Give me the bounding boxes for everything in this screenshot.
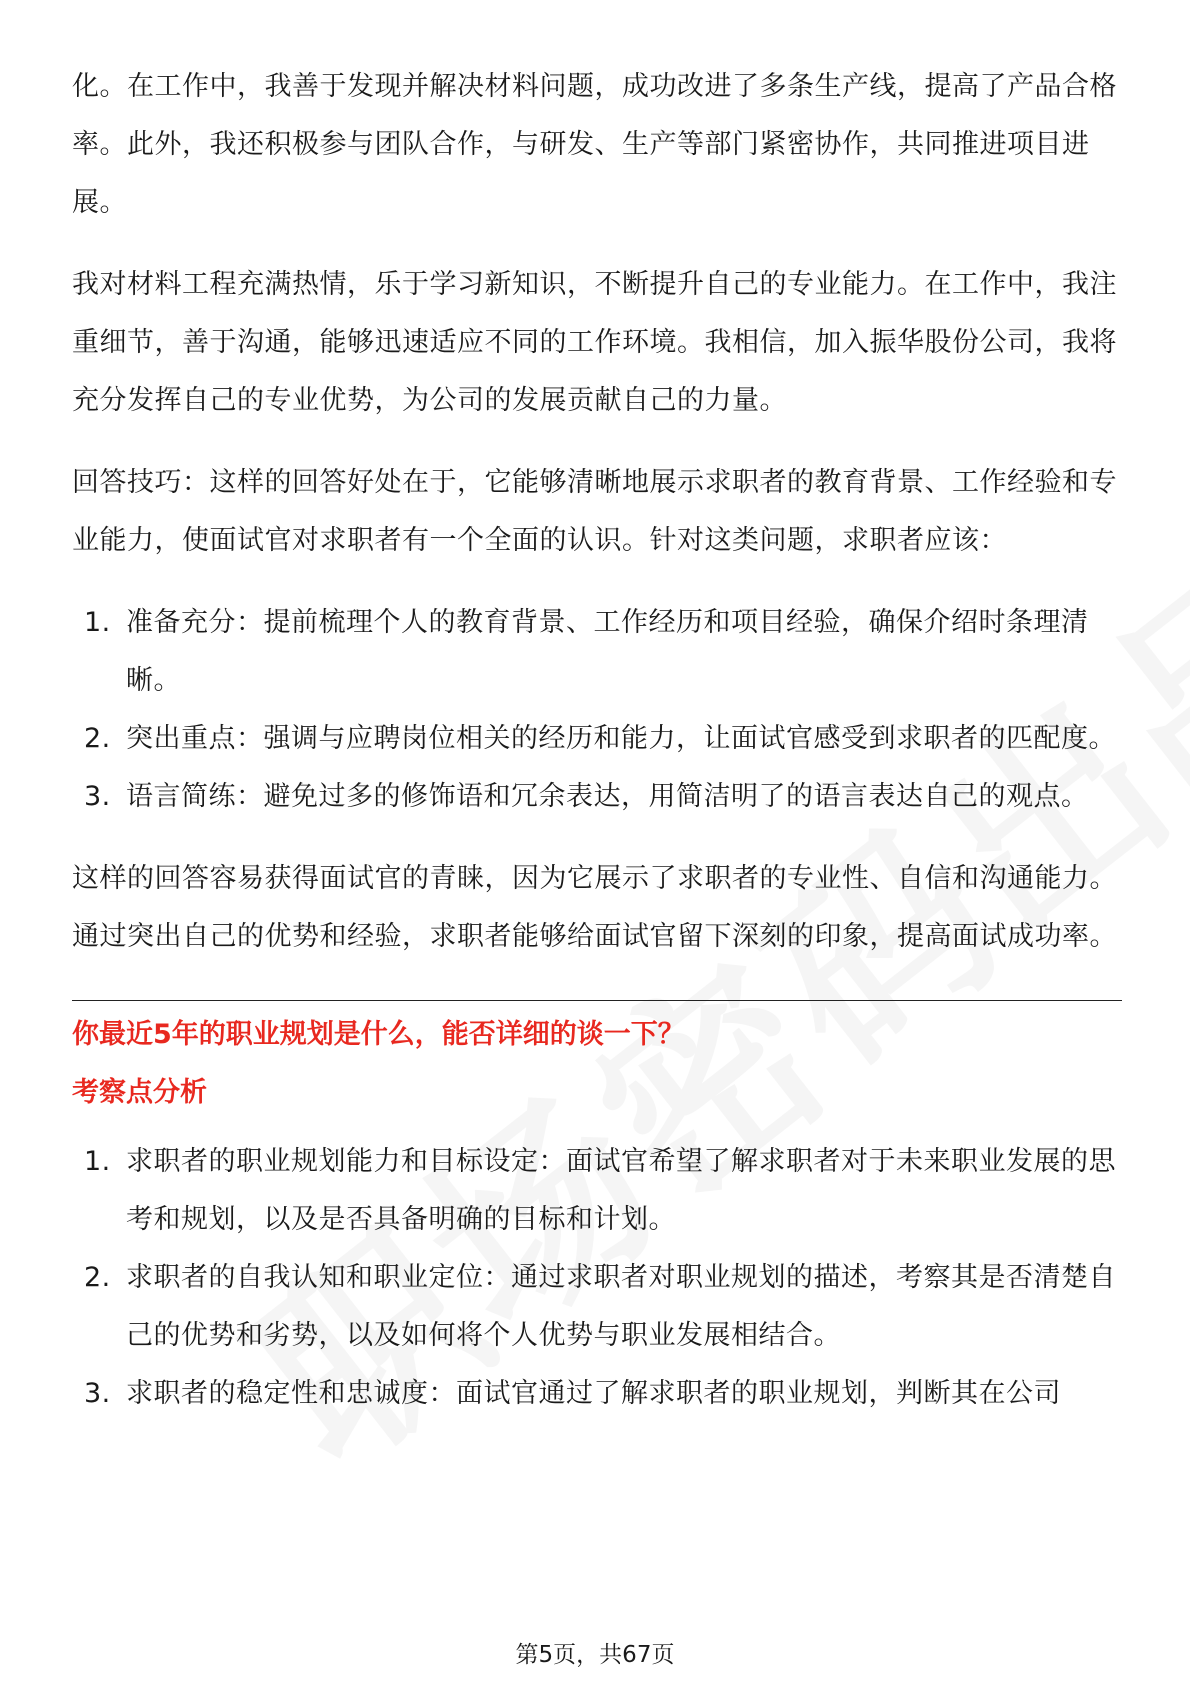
list-item — [72, 768, 1122, 826]
tips-list — [72, 594, 1122, 826]
list-item-text: 语言简练：避免过多的修饰语和冗余表达，用简洁明了的语言表达自己的观点。 — [126, 781, 1089, 812]
list-number: 3. — [84, 1378, 111, 1409]
section-divider — [72, 1000, 1122, 1001]
list-number: 1. — [84, 607, 111, 638]
list-item — [72, 594, 1122, 710]
list-item-text: 求职者的稳定性和忠诚度：面试官通过了解求职者的职业规划，判断其在公司 — [126, 1378, 1061, 1409]
list-number: 3. — [84, 781, 111, 812]
analysis-points-list — [72, 1133, 1122, 1423]
list-number: 1. — [84, 1146, 111, 1177]
paragraph-answer-tips: 回答技巧：这样的回答好处在于，它能够清晰地展示求职者的教育背景、工作经验和专业能力，使面试官对求职者有一个全面的认识。针对这类问题，求职者应该： — [72, 467, 1117, 556]
list-item-text: 突出重点：强调与应聘岗位相关的经历和能力，让面试官感受到求职者的匹配度。 — [126, 723, 1116, 754]
paragraph-continuation: 化。在工作中，我善于发现并解决材料问题，成功改进了多条生产线，提高了产品合格率。此外，我还积极参与团队合作，与研发、生产等部门紧密协作，共同推进项目进展。 — [72, 71, 1117, 218]
list-item — [72, 1365, 1122, 1423]
list-number: 2. — [84, 723, 111, 754]
list-item — [72, 1249, 1122, 1365]
list-number: 2. — [84, 1262, 111, 1293]
page-footer: 第5页，共67页 — [515, 1642, 675, 1668]
analysis-subheading: 考察点分析 — [72, 1077, 207, 1108]
list-item — [72, 1133, 1122, 1249]
list-item-text: 准备充分：提前梳理个人的教育背景、工作经历和项目经验，确保介绍时条理清晰。 — [126, 607, 1089, 696]
list-item-text: 求职者的职业规划能力和目标设定：面试官希望了解求职者对于未来职业发展的思考和规划，以及是否具备明确的目标和计划。 — [126, 1146, 1116, 1235]
list-item-text: 求职者的自我认知和职业定位：通过求职者对职业规划的描述，考察其是否清楚自己的优势和劣势，以及如何将个人优势与职业发展相结合。 — [126, 1262, 1116, 1351]
question-heading: 你最近5年的职业规划是什么，能否详细的谈一下？ — [72, 1019, 685, 1050]
list-item — [72, 710, 1122, 768]
paragraph-closing: 这样的回答容易获得面试官的青睐，因为它展示了求职者的专业性、自信和沟通能力。通过突出自己的优势和经验，求职者能够给面试官留下深刻的印象，提高面试成功率。 — [72, 863, 1117, 952]
page-content — [72, 58, 1122, 1423]
paragraph-self-intro: 我对材料工程充满热情，乐于学习新知识，不断提升自己的专业能力。在工作中，我注重细节，善于沟通，能够迅速适应不同的工作环境。我相信，加入振华股份公司，我将充分发挥自己的专业优势，为公司的发展贡献自己的力量。 — [72, 269, 1117, 416]
